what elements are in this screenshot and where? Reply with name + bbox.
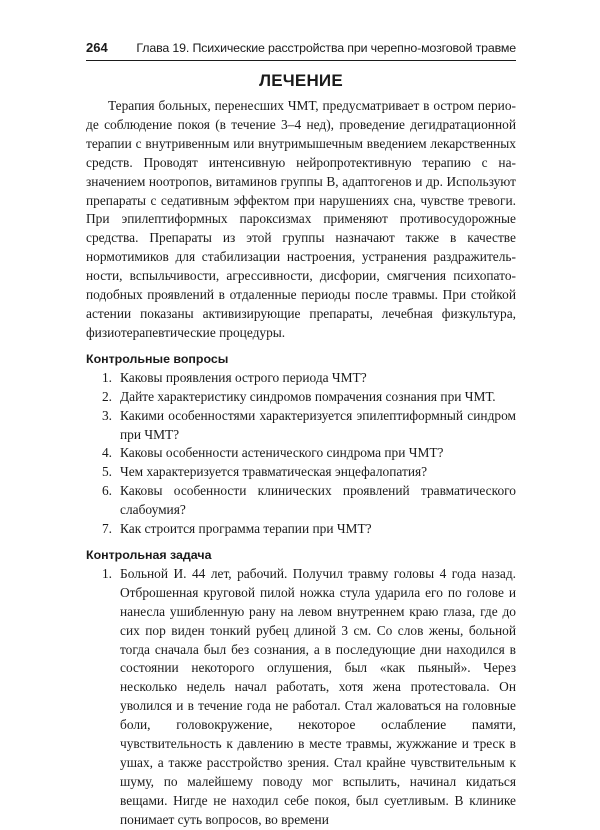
treatment-paragraph: Терапия больных, перенесших ЧМТ, предусматривает в остром периоде соблюдение покоя (в течение 3–4 нед), проведение дегидратационной терапии с внутривенным или внутримышечным введением лекарственных средств. Проводят интенсивную нейропротективную терапию с назначением ноотропов, витаминов группы В, адаптогенов и др. Используют препараты с седативным эффектом при нарушениях сна, чувстве тревоги. При эпилептиформных пароксизмах применяют противосудорожные средства. Препараты из этой группы назначают также в качестве нормотимиков для стабилизации настроения, устранения раздражительности, вспыльчивости, агрессивности, дисфории, смягчения психопатоподобных проявлений в отдаленные периоды после травмы. При стойкой астении показаны активизирующие препараты, лечебная физкультура, физиотерапевтические процедуры. [86,98,516,340]
question-item [86,407,516,445]
question-item [86,444,516,463]
question-text: Каковы особенности клинических проявлений травматического слабоумия? [120,483,516,518]
question-item [86,388,516,407]
task-heading: Контрольная задача [86,547,212,562]
task-number: 1. [101,565,112,581]
questions-heading: Контрольные вопросы [86,351,229,366]
question-number: 4. [101,445,112,461]
task-list [86,565,516,830]
question-number: 2. [101,388,112,404]
question-item [86,463,516,482]
question-item [86,369,516,388]
task-item [86,565,516,830]
task-text: Больной И. 44 лет, рабочий. Получил травму головы 4 года назад. Отброшенная круговой пилой ножка стула ударила его по голове и нанесла ушибленную рану на левом внутреннем краю глаза, где до сих пор виден тонкий рубец длиной 3 см. Со слов жены, больной тогда сначала был без сознания, а в последующие дни находился в состоянии некоторого оглушения, был «как пьяный». Через несколько недель начал работать, хотя жена протестовала. Он уволился и в течение года не работал. Стал жаловаться на головные боли, головокружение, некоторое ослабление памяти, чувствительность к давлению в месте травмы, жужжание и треск в ушах, а также расстройство зрения. Стал крайне чувствительным к шуму, по малейшему поводу мог вспылить, начинал кидаться вещами. Нигде не находил себе покоя, был суетливым. В клинике понимает суть вопросов, во времени [120,565,516,827]
section-title: ЛЕЧЕНИЕ [259,71,343,90]
question-text: Дайте характеристику синдромов помрачения сознания при ЧМТ. [120,388,496,404]
header-rule [86,60,516,61]
question-number: 5. [101,464,112,480]
question-text: Каковы проявления острого периода ЧМТ? [120,369,367,385]
question-text: Какими особенностями характеризуется эпилептиформный синдром при ЧМТ? [120,407,516,442]
question-text: Как строится программа терапии при ЧМТ? [120,521,372,537]
question-text: Каковы особенности астенического синдрома при ЧМТ? [120,445,444,461]
question-number: 6. [101,483,112,499]
question-item [86,482,516,520]
question-number: 3. [101,407,112,423]
page-body [86,97,516,830]
question-number: 1. [101,369,112,385]
running-title: Глава 19. Психические расстройства при черепно-мозговой травме [136,41,516,55]
questions-list [86,369,516,539]
question-number: 7. [101,521,112,537]
question-text: Чем характеризуется травматическая энцефалопатия? [120,464,428,480]
question-item [86,520,516,539]
page-header [86,40,516,55]
page-number: 264 [86,40,108,55]
